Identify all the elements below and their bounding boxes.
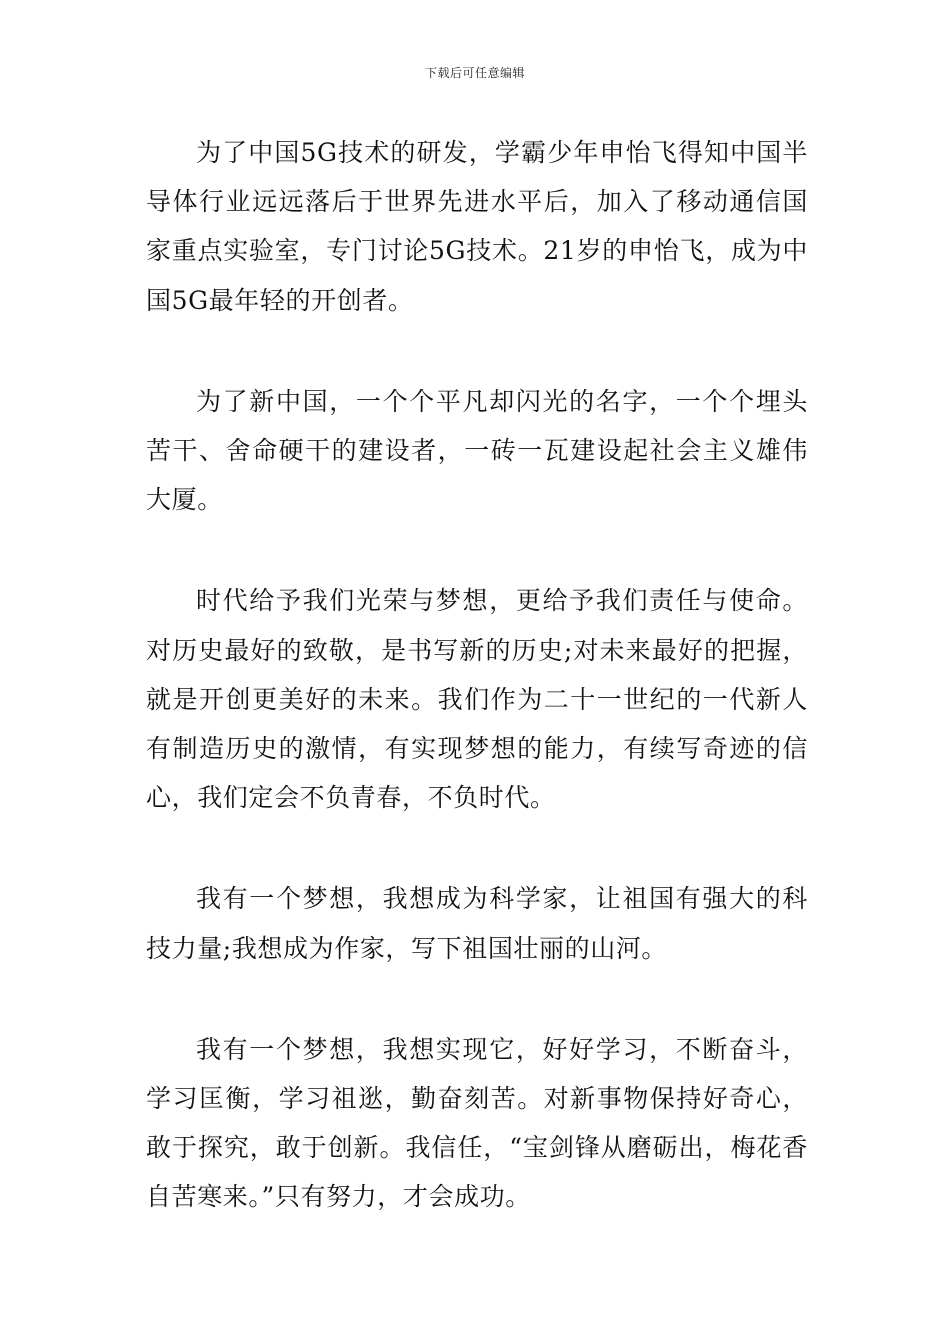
document-body	[146, 128, 808, 1274]
paragraph-4: 我有一个梦想，我想成为科学家，让祖国有强大的科技力量;我想成为作家，写下祖国壮丽的山河。	[146, 884, 808, 963]
paragraph-2: 为了新中国，一个个平凡却闪光的名字，一个个埋头苦干、舍命硬干的建设者，一砖一瓦建设起社会主义雄伟大厦。	[146, 386, 808, 515]
paragraph-3: 时代给予我们光荣与梦想，更给予我们责任与使命。对历史最好的致敬，是书写新的历史;对未来最好的把握，就是开创更美好的未来。我们作为二十一世纪的一代新人有制造历史的激情，有实现梦想的能力，有续写奇迹的信心，我们定会不负青春，不负时代。	[146, 586, 808, 813]
page-header: 下载后可任意编辑	[424, 66, 525, 80]
paragraph-1: 为了中国5G技术的研发，学霸少年申怡飞得知中国半导体行业远远落后于世界先进水平后，加入了移动通信国家重点实验室，专门讨论5G技术。21岁的申怡飞，成为中国5G最年轻的开创者。	[146, 138, 808, 315]
paragraph-5: 我有一个梦想，我想实现它，好好学习，不断奋斗，学习匡衡，学习祖逖，勤奋刻苦。对新事物保持好奇心，敢于探究，敢于创新。我信任，“宝剑锋从磨砺出，梅花香自苦寒来。”只有努力，才会成功。	[146, 1034, 808, 1212]
